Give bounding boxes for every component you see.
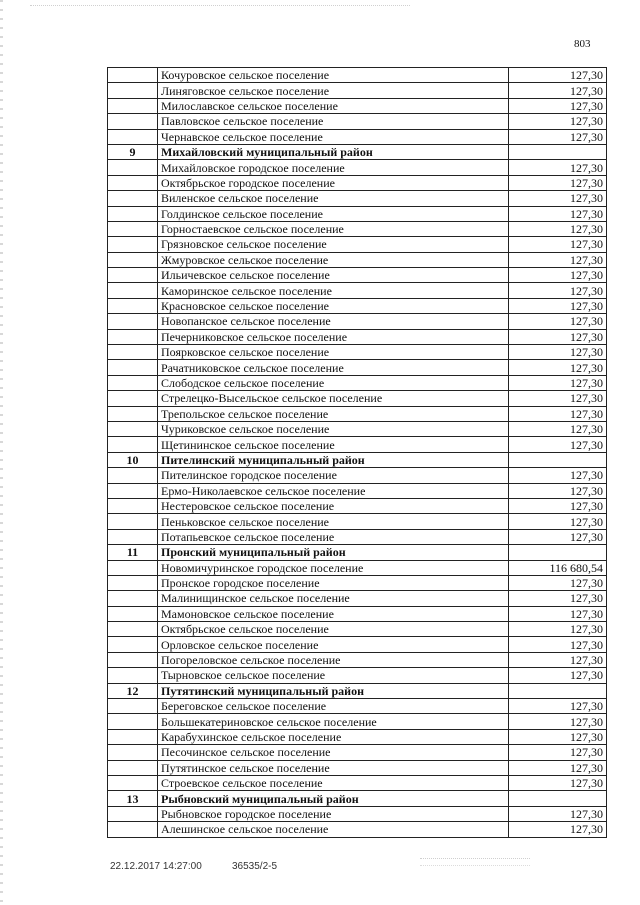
- row-number-cell: [108, 560, 158, 575]
- amount-cell: 127,30: [509, 360, 607, 375]
- row-number-cell: [108, 575, 158, 590]
- table-row: [108, 391, 607, 406]
- amount-cell: 127,30: [509, 129, 607, 144]
- table-row: [108, 514, 607, 529]
- settlement-name-cell: Кочуровское сельское поселение: [158, 68, 509, 83]
- amount-cell: 127,30: [509, 729, 607, 744]
- amount-cell: [509, 791, 607, 806]
- settlement-name-cell: Алешинское сельское поселение: [158, 822, 509, 837]
- table-row: [108, 637, 607, 652]
- settlement-name-cell: Чернавское сельское поселение: [158, 129, 509, 144]
- row-number-cell: [108, 160, 158, 175]
- table-row: [108, 806, 607, 821]
- amount-cell: 127,30: [509, 699, 607, 714]
- row-number-cell: [108, 468, 158, 483]
- district-name-cell: Пителинский муниципальный район: [158, 452, 509, 467]
- row-number-cell: [108, 206, 158, 221]
- amount-cell: 127,30: [509, 68, 607, 83]
- amount-cell: 127,30: [509, 529, 607, 544]
- row-number-cell: [108, 98, 158, 113]
- settlement-name-cell: Тырновское сельское поселение: [158, 668, 509, 683]
- district-name-cell: Путятинский муниципальный район: [158, 683, 509, 698]
- row-number-cell: [108, 114, 158, 129]
- settlement-name-cell: Путятинское сельское поселение: [158, 760, 509, 775]
- amount-cell: 127,30: [509, 714, 607, 729]
- settlement-name-cell: Горностаевское сельское поселение: [158, 221, 509, 236]
- amount-cell: 127,30: [509, 406, 607, 421]
- row-number-cell: [108, 514, 158, 529]
- row-number-cell: [108, 314, 158, 329]
- settlement-name-cell: Малинищинское сельское поселение: [158, 591, 509, 606]
- amount-cell: 127,30: [509, 191, 607, 206]
- table-row: [108, 775, 607, 790]
- district-row: [108, 683, 607, 698]
- row-number-cell: [108, 822, 158, 837]
- settlement-name-cell: Печерниковское сельское поселение: [158, 329, 509, 344]
- row-number-cell: [108, 591, 158, 606]
- amount-cell: 127,30: [509, 98, 607, 113]
- table-row: [108, 622, 607, 637]
- amount-cell: [509, 683, 607, 698]
- table-row: [108, 714, 607, 729]
- amount-cell: 127,30: [509, 160, 607, 175]
- settlement-name-cell: Щетининское сельское поселение: [158, 437, 509, 452]
- table-row: [108, 252, 607, 267]
- settlement-name-cell: Новопанское сельское поселение: [158, 314, 509, 329]
- table-row: [108, 668, 607, 683]
- row-number-cell: [108, 175, 158, 190]
- table-row: [108, 114, 607, 129]
- settlement-name-cell: Поярковское сельское поселение: [158, 345, 509, 360]
- footer-datetime: 22.12.2017 14:27:00: [110, 861, 202, 872]
- page-number: 803: [574, 38, 591, 50]
- amount-cell: 127,30: [509, 329, 607, 344]
- row-number-cell: [108, 345, 158, 360]
- row-number-cell: [108, 529, 158, 544]
- row-number-cell: [108, 191, 158, 206]
- settlement-name-cell: Виленское сельское поселение: [158, 191, 509, 206]
- settlement-name-cell: Голдинское сельское поселение: [158, 206, 509, 221]
- scan-noise-top: [30, 5, 410, 8]
- amount-cell: 127,30: [509, 221, 607, 236]
- table-row: [108, 283, 607, 298]
- settlement-name-cell: Большекатериновское сельское поселение: [158, 714, 509, 729]
- row-number-cell: [108, 360, 158, 375]
- row-number-cell: [108, 622, 158, 637]
- amount-cell: 127,30: [509, 591, 607, 606]
- table-row: [108, 529, 607, 544]
- table-body: [108, 68, 607, 838]
- settlement-name-cell: Береговское сельское поселение: [158, 699, 509, 714]
- amount-cell: 127,30: [509, 606, 607, 621]
- row-number-cell: [108, 329, 158, 344]
- row-number-cell: 10: [108, 452, 158, 467]
- table-row: [108, 237, 607, 252]
- settlement-name-cell: Каморинское сельское поселение: [158, 283, 509, 298]
- amount-cell: 127,30: [509, 345, 607, 360]
- amount-cell: 127,30: [509, 421, 607, 436]
- settlement-name-cell: Павловское сельское поселение: [158, 114, 509, 129]
- table-row: [108, 468, 607, 483]
- settlement-name-cell: Грязновское сельское поселение: [158, 237, 509, 252]
- amount-cell: 127,30: [509, 83, 607, 98]
- row-number-cell: [108, 268, 158, 283]
- amount-cell: 127,30: [509, 468, 607, 483]
- settlement-name-cell: Чуриковское сельское поселение: [158, 421, 509, 436]
- table-row: [108, 221, 607, 236]
- table-row: [108, 652, 607, 667]
- district-row: [108, 791, 607, 806]
- table-row: [108, 268, 607, 283]
- row-number-cell: [108, 221, 158, 236]
- table-row: [108, 575, 607, 590]
- amount-cell: 127,30: [509, 622, 607, 637]
- amount-cell: 127,30: [509, 283, 607, 298]
- settlements-table: [107, 67, 607, 838]
- table-row: [108, 129, 607, 144]
- settlement-name-cell: Октябрьское городское поселение: [158, 175, 509, 190]
- table-row: [108, 314, 607, 329]
- amount-cell: 127,30: [509, 237, 607, 252]
- table-row: [108, 760, 607, 775]
- settlement-name-cell: Орловское сельское поселение: [158, 637, 509, 652]
- settlement-name-cell: Погореловское сельское поселение: [158, 652, 509, 667]
- settlement-name-cell: Линяговское сельское поселение: [158, 83, 509, 98]
- amount-cell: 127,30: [509, 175, 607, 190]
- table-row: [108, 483, 607, 498]
- district-row: [108, 545, 607, 560]
- row-number-cell: [108, 237, 158, 252]
- table-row: [108, 345, 607, 360]
- table-row: [108, 298, 607, 313]
- settlement-name-cell: Новомичуринское городское поселение: [158, 560, 509, 575]
- row-number-cell: [108, 498, 158, 513]
- amount-cell: 127,30: [509, 514, 607, 529]
- settlement-name-cell: Пронское городское поселение: [158, 575, 509, 590]
- row-number-cell: [108, 775, 158, 790]
- table-row: [108, 699, 607, 714]
- amount-cell: 127,30: [509, 252, 607, 267]
- settlement-name-cell: Пеньковское сельское поселение: [158, 514, 509, 529]
- table-row: [108, 498, 607, 513]
- row-number-cell: [108, 745, 158, 760]
- row-number-cell: [108, 283, 158, 298]
- footer-document-code: 36535/2-5: [232, 861, 278, 872]
- row-number-cell: [108, 637, 158, 652]
- table-row: [108, 83, 607, 98]
- row-number-cell: 11: [108, 545, 158, 560]
- amount-cell: 127,30: [509, 775, 607, 790]
- amount-cell: 127,30: [509, 498, 607, 513]
- row-number-cell: [108, 714, 158, 729]
- table-row: [108, 206, 607, 221]
- amount-cell: 127,30: [509, 314, 607, 329]
- row-number-cell: [108, 806, 158, 821]
- settlement-name-cell: Жмуровское сельское поселение: [158, 252, 509, 267]
- scan-edge-artifact: [0, 0, 3, 905]
- row-number-cell: [108, 68, 158, 83]
- district-name-cell: Рыбновский муниципальный район: [158, 791, 509, 806]
- settlement-name-cell: Рачатниковское сельское поселение: [158, 360, 509, 375]
- row-number-cell: [108, 252, 158, 267]
- amount-cell: 127,30: [509, 391, 607, 406]
- table-row: [108, 822, 607, 837]
- amount-cell: 127,30: [509, 298, 607, 313]
- settlement-name-cell: Песочинское сельское поселение: [158, 745, 509, 760]
- district-name-cell: Пронский муниципальный район: [158, 545, 509, 560]
- settlement-name-cell: Стрелецко-Высельское сельское поселение: [158, 391, 509, 406]
- row-number-cell: [108, 606, 158, 621]
- amount-cell: 127,30: [509, 760, 607, 775]
- table-row: [108, 360, 607, 375]
- table-row: [108, 745, 607, 760]
- amount-cell: 127,30: [509, 668, 607, 683]
- amount-cell: 127,30: [509, 206, 607, 221]
- row-number-cell: [108, 652, 158, 667]
- settlement-name-cell: Рыбновское городское поселение: [158, 806, 509, 821]
- table-row: [108, 606, 607, 621]
- settlement-name-cell: Михайловское городское поселение: [158, 160, 509, 175]
- table-row: [108, 437, 607, 452]
- row-number-cell: [108, 83, 158, 98]
- row-number-cell: [108, 129, 158, 144]
- row-number-cell: [108, 760, 158, 775]
- district-name-cell: Михайловский муниципальный район: [158, 144, 509, 159]
- amount-cell: 127,30: [509, 575, 607, 590]
- district-row: [108, 144, 607, 159]
- table-row: [108, 98, 607, 113]
- table-row: [108, 591, 607, 606]
- table-row: [108, 329, 607, 344]
- table-row: [108, 160, 607, 175]
- amount-cell: 116 680,54: [509, 560, 607, 575]
- settlement-name-cell: Слободское сельское поселение: [158, 375, 509, 390]
- amount-cell: 127,30: [509, 806, 607, 821]
- row-number-cell: [108, 391, 158, 406]
- settlement-name-cell: Потапьевское сельское поселение: [158, 529, 509, 544]
- settlement-name-cell: Трепольское сельское поселение: [158, 406, 509, 421]
- row-number-cell: [108, 421, 158, 436]
- amount-cell: 127,30: [509, 637, 607, 652]
- settlement-name-cell: Красновское сельское поселение: [158, 298, 509, 313]
- table-row: [108, 375, 607, 390]
- table-row: [108, 68, 607, 83]
- row-number-cell: [108, 406, 158, 421]
- footer-faint-stamp: [420, 858, 530, 866]
- row-number-cell: [108, 375, 158, 390]
- row-number-cell: [108, 668, 158, 683]
- table-row: [108, 191, 607, 206]
- settlement-name-cell: Нестеровское сельское поселение: [158, 498, 509, 513]
- table-row: [108, 729, 607, 744]
- settlement-name-cell: Милославское сельское поселение: [158, 98, 509, 113]
- amount-cell: 127,30: [509, 483, 607, 498]
- amount-cell: 127,30: [509, 822, 607, 837]
- row-number-cell: [108, 483, 158, 498]
- amount-cell: 127,30: [509, 437, 607, 452]
- amount-cell: 127,30: [509, 652, 607, 667]
- table-row: [108, 560, 607, 575]
- settlement-name-cell: Ильичевское сельское поселение: [158, 268, 509, 283]
- settlement-name-cell: Мамоновское сельское поселение: [158, 606, 509, 621]
- row-number-cell: [108, 437, 158, 452]
- table-row: [108, 175, 607, 190]
- amount-cell: [509, 452, 607, 467]
- settlement-name-cell: Октябрьское сельское поселение: [158, 622, 509, 637]
- table-row: [108, 421, 607, 436]
- amount-cell: [509, 545, 607, 560]
- row-number-cell: [108, 298, 158, 313]
- amount-cell: 127,30: [509, 114, 607, 129]
- amount-cell: 127,30: [509, 375, 607, 390]
- row-number-cell: [108, 729, 158, 744]
- amount-cell: 127,30: [509, 268, 607, 283]
- amount-cell: 127,30: [509, 745, 607, 760]
- row-number-cell: [108, 699, 158, 714]
- row-number-cell: 12: [108, 683, 158, 698]
- settlement-name-cell: Строевское сельское поселение: [158, 775, 509, 790]
- settlement-name-cell: Ермо-Николаевское сельское поселение: [158, 483, 509, 498]
- row-number-cell: 9: [108, 144, 158, 159]
- amount-cell: [509, 144, 607, 159]
- table-row: [108, 406, 607, 421]
- district-row: [108, 452, 607, 467]
- settlement-name-cell: Пителинское городское поселение: [158, 468, 509, 483]
- row-number-cell: 13: [108, 791, 158, 806]
- settlement-name-cell: Карабухинское сельское поселение: [158, 729, 509, 744]
